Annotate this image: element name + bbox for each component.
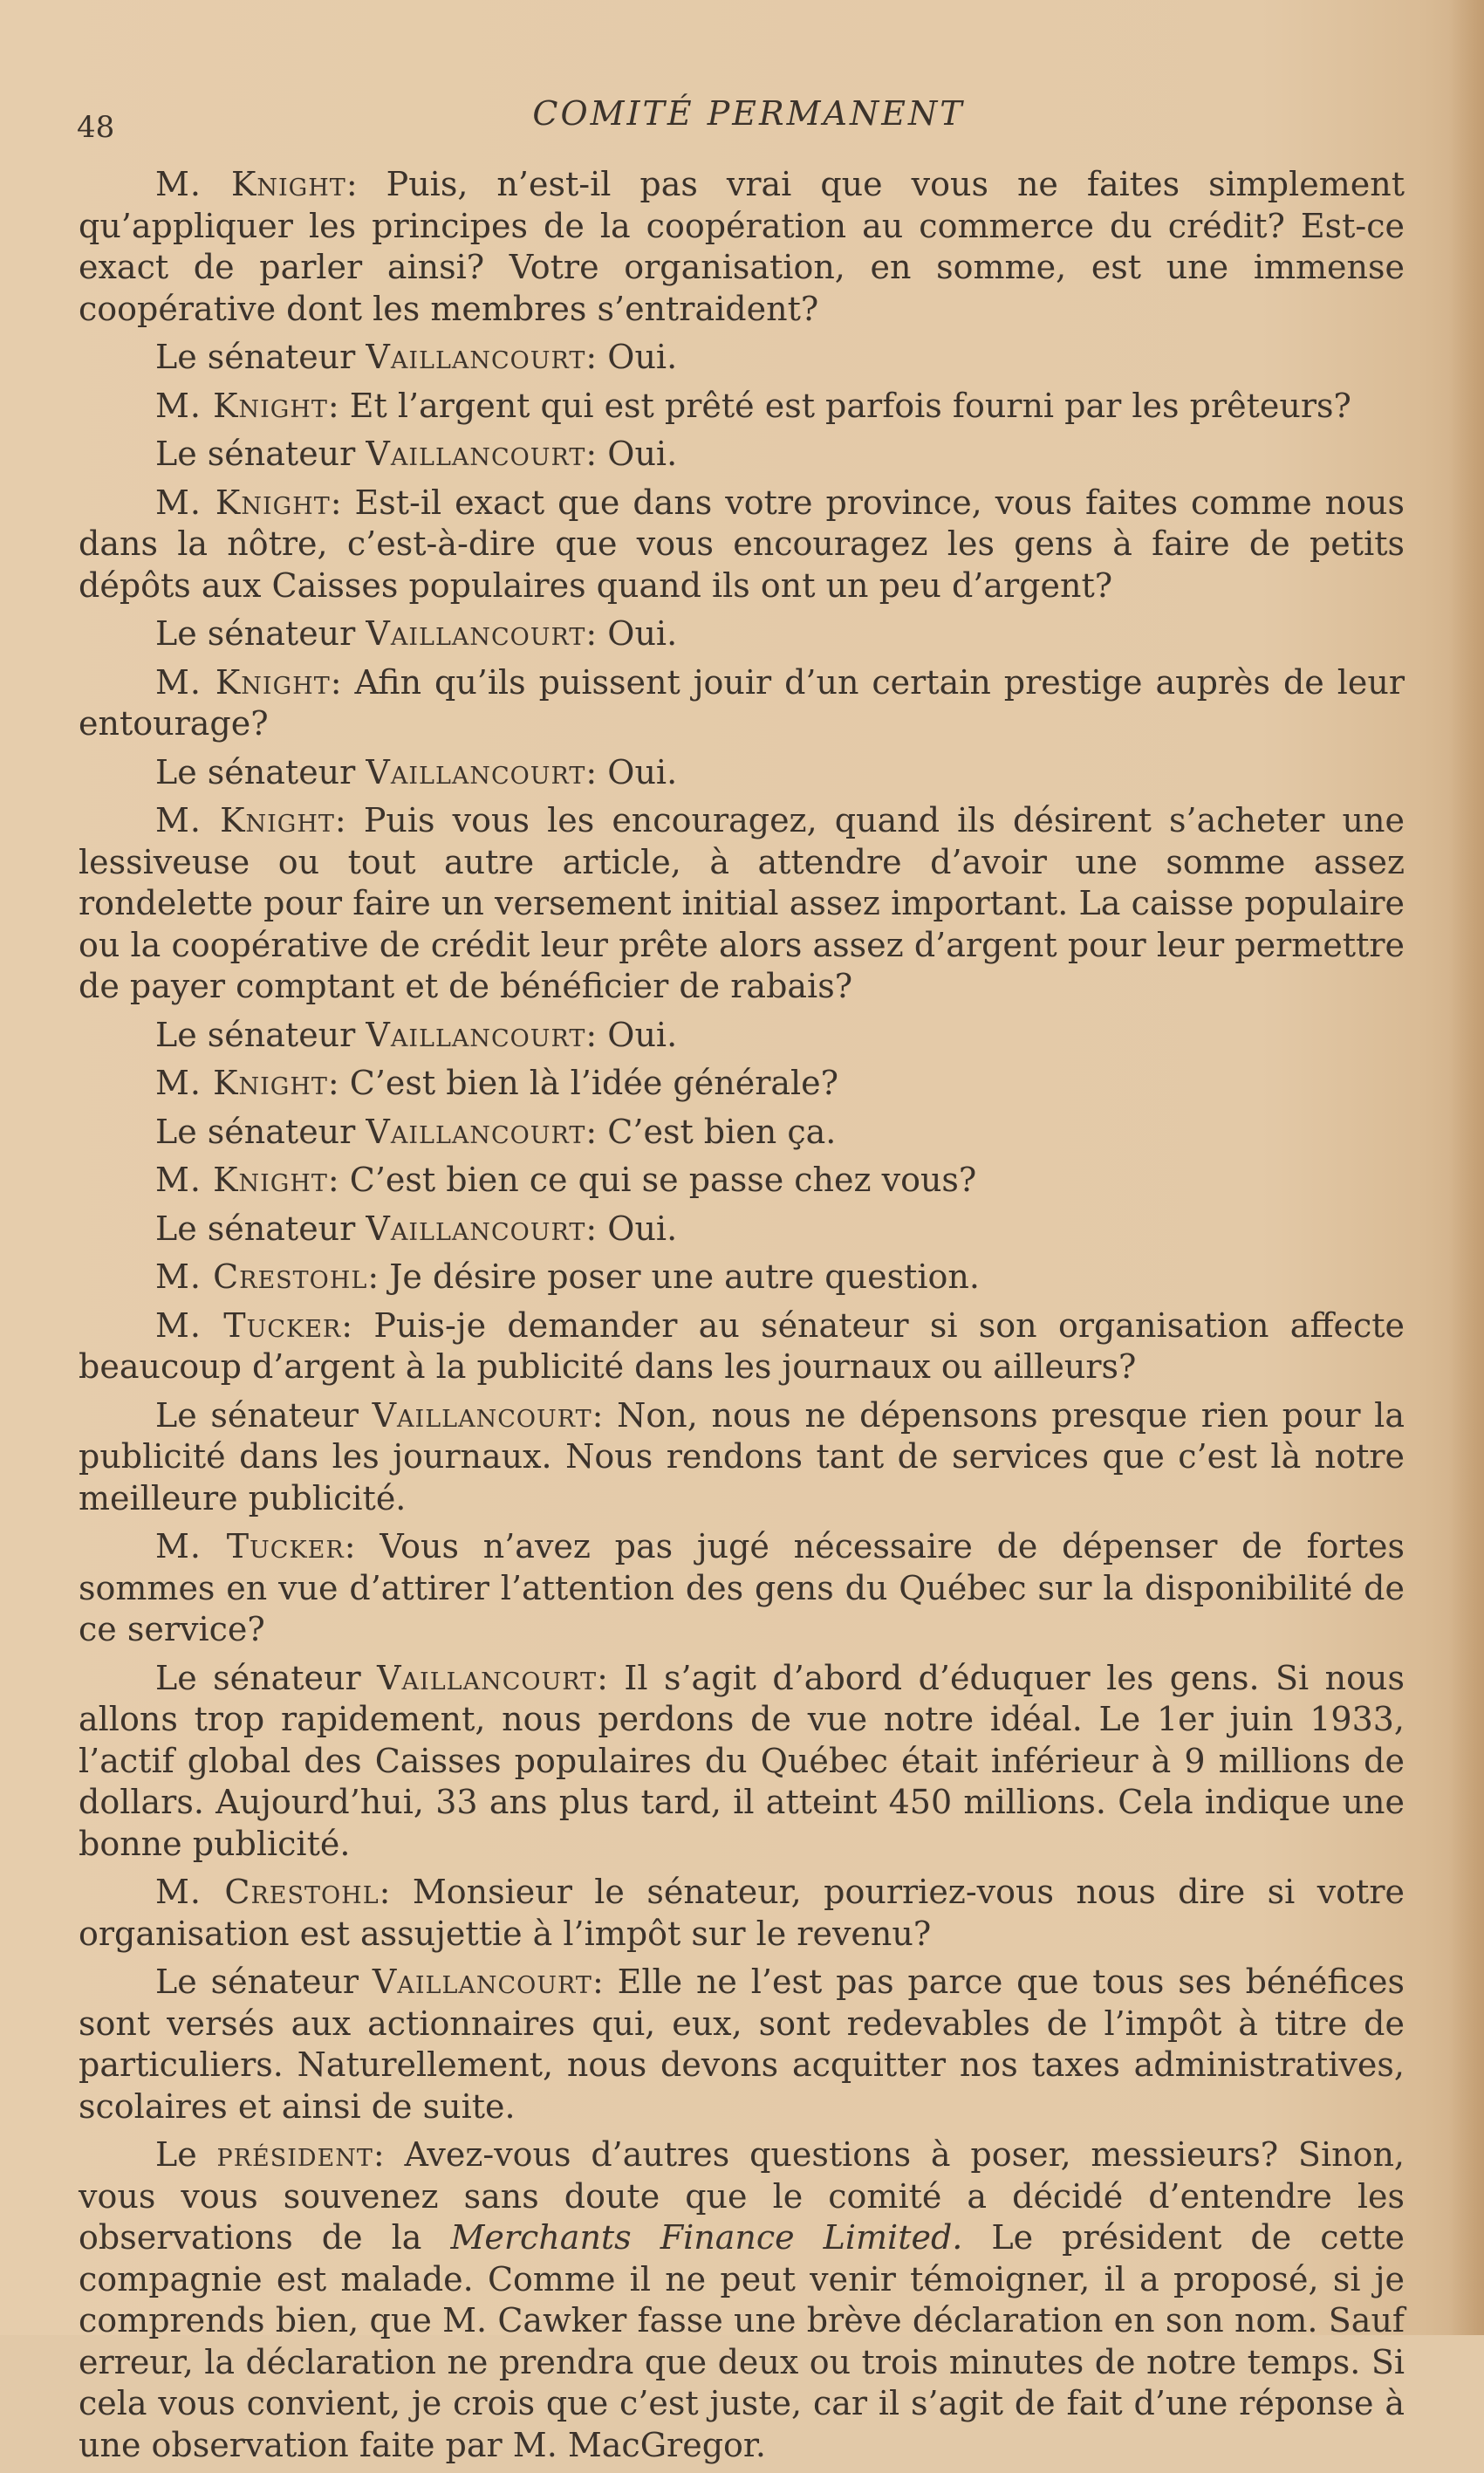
speech-text: : Monsieur le sénateur, pourriez-vous nous dire si votre organisation est assujettie à l’impôt sur le revenu? (79, 1873, 1405, 1953)
transcript-paragraph (79, 1395, 1405, 1520)
speaker-name: M. Tucker (155, 1305, 342, 1345)
transcript-paragraph (79, 1015, 1405, 1057)
speech-text: : Oui. (585, 1015, 678, 1054)
transcript-paragraph (79, 1063, 1405, 1105)
speech-text: : Afin qu’ils puissent jouir d’un certain prestige auprès de leur entourage? (79, 662, 1405, 743)
speaker-name: M. Tucker (155, 1527, 345, 1565)
transcript-paragraph (79, 2134, 1405, 2466)
speaker-prefix: Le sénateur (155, 752, 366, 791)
speech-text: : Puis-je demander au sénateur si son organisation affecte beaucoup d’argent à la publicité dans les journaux ou ailleurs? (79, 1305, 1405, 1386)
speech-text: : Je désire poser une autre question. (367, 1257, 980, 1296)
speaker-name: M. Knight (155, 1161, 328, 1199)
speech-text: : Oui. (585, 338, 678, 376)
transcript-paragraph (79, 1209, 1405, 1250)
page-number: 48 (77, 110, 115, 145)
speaker-prefix: Le sénateur (155, 1963, 373, 2001)
speaker-name: Vaillancourt (366, 752, 586, 791)
speaker-name: M. Knight (155, 1064, 328, 1102)
speaker-name: M. Knight (155, 662, 331, 702)
company-name: Merchants Finance Limited. (450, 2218, 963, 2257)
speaker-name: Vaillancourt (372, 1963, 592, 2001)
transcript-paragraph (79, 1962, 1405, 2127)
speaker-prefix: Le sénateur (155, 1209, 366, 1248)
transcript-paragraph (79, 164, 1405, 330)
speaker-prefix: Le sénateur (155, 1015, 366, 1054)
speaker-name: M. Knight (155, 801, 335, 839)
speaker-name: président (216, 2135, 373, 2174)
speech-text: : Et l’argent qui est prêté est parfois fourni par les prêteurs? (327, 386, 1351, 425)
speaker-name: M. Knight (155, 386, 328, 425)
transcript-paragraph (79, 800, 1405, 1008)
speech-text: : Non, nous ne dépensons presque rien pour la publicité dans les journaux. Nous rendons tant de services que c’est là notre meilleure publicité. (79, 1395, 1405, 1517)
transcript-paragraph (79, 483, 1405, 607)
transcript-paragraph (79, 1872, 1405, 1955)
speech-text-continued: Le président de cette compagnie est malade. Comme il ne peut venir témoigner, il a proposé, si je comprends bien, que M. Cawker fasse une brève déclaration en son nom. Sauf erreur, la déclaration ne prendra que deux ou trois minutes de notre temps. Si cela vous convient, je crois que c’est juste, car il s’agit de fait d’une réponse à une observation faite par M. MacGregor. (79, 2218, 1405, 2464)
speaker-name: Vaillancourt (366, 614, 586, 653)
speaker-prefix: Le sénateur (155, 435, 366, 473)
transcript-paragraph (79, 662, 1405, 745)
transcript-body (79, 164, 1405, 2473)
speech-text: : C’est bien ce qui se passe chez vous? (327, 1161, 977, 1199)
transcript-paragraph (79, 386, 1405, 428)
transcript-paragraph (79, 1658, 1405, 1866)
transcript-paragraph (79, 1160, 1405, 1202)
transcript-paragraph (79, 434, 1405, 476)
speech-text: : Avez-vous d’autres questions à poser, messieurs? Sinon, vous vous souvenez sans doute que le comité a décidé d’entendre les observations de la (79, 2135, 1405, 2257)
speaker-name: Vaillancourt (366, 1209, 586, 1248)
speaker-prefix: Le sénateur (155, 1395, 373, 1435)
speaker-name: Vaillancourt (366, 1015, 586, 1054)
speech-text: : C’est bien là l’idée générale? (327, 1064, 839, 1102)
speaker-prefix: Le sénateur (155, 614, 366, 653)
page-header (77, 94, 1420, 147)
speaker-name: Vaillancourt (366, 1112, 586, 1151)
transcript-paragraph (79, 1526, 1405, 1651)
speaker-prefix: Le sénateur (155, 338, 366, 376)
speech-text: : Puis vous les encouragez, quand ils désirent s’acheter une lessiveuse ou tout autre article, à attendre d’avoir une somme assez rondelette pour faire un versement initial assez important. La caisse populaire ou la coopérative de crédit leur prête alors assez d’argent pour leur permettre de payer comptant et de bénéficier de rabais? (79, 801, 1405, 1005)
transcript-paragraph (79, 752, 1405, 794)
speech-text: : Vous n’avez pas jugé nécessaire de dépenser de fortes sommes en vue d’attirer l’attention des gens du Québec sur la disponibilité de ce service? (79, 1527, 1405, 1648)
speaker-name: Vaillancourt (372, 1395, 592, 1435)
speaker-name: Vaillancourt (366, 435, 586, 473)
speech-text: : C’est bien ça. (585, 1112, 837, 1151)
speaker-name: Vaillancourt (366, 338, 586, 376)
speaker-prefix: Le sénateur (155, 1658, 378, 1697)
speech-text: : Oui. (585, 614, 678, 653)
speaker-name: M. Crestohl (155, 1257, 368, 1296)
speaker-name: M. Knight (155, 483, 331, 522)
speech-text: : Oui. (585, 752, 678, 791)
transcript-paragraph (79, 337, 1405, 379)
speaker-name: M. Crestohl (155, 1873, 380, 1911)
speech-text: : Puis, n’est-il pas vrai que vous ne faites simplement qu’appliquer les principes de la coopération au commerce du crédit? Est-ce exact de parler ainsi? Votre organisation, en somme, est une immense coopérative dont les membres s’entraident? (79, 165, 1405, 328)
speaker-prefix: Le (155, 2135, 217, 2174)
running-title: COMITÉ PERMANENT (532, 94, 965, 133)
speech-text: : Est-il exact que dans votre province, vous faites comme nous dans la nôtre, c’est-à-dire que vous encouragez les gens à faire de petits dépôts aux Caisses populaires quand ils ont un peu d’argent? (79, 483, 1405, 605)
speaker-name: M. Knight (155, 165, 346, 203)
transcript-paragraph (79, 1305, 1405, 1388)
speech-text: : Il s’agit d’abord d’éduquer les gens. Si nous allons trop rapidement, nous perdons de vue notre idéal. Le 1er juin 1933, l’actif global des Caisses populaires du Québec était inférieur à 9 millions de dollars. Aujourd’hui, 33 ans plus tard, il atteint 450 millions. Cela indique une bonne publicité. (79, 1658, 1405, 1863)
speaker-prefix: Le sénateur (155, 1112, 366, 1151)
page-edge-shadow (1449, 0, 1484, 2335)
transcript-paragraph (79, 1257, 1405, 1298)
speaker-name: Vaillancourt (377, 1658, 598, 1697)
transcript-paragraph (79, 613, 1405, 655)
speech-text: : Elle ne l’est pas parce que tous ses bénéfices sont versés aux actionnaires qui, eux, sont redevables de l’impôt à titre de particuliers. Naturellement, nous devons acquitter nos taxes administratives, scolaires et ainsi de suite. (79, 1963, 1405, 2126)
transcript-paragraph (79, 1112, 1405, 1154)
speech-text: : Oui. (585, 1209, 678, 1248)
speech-text: : Oui. (585, 435, 678, 473)
